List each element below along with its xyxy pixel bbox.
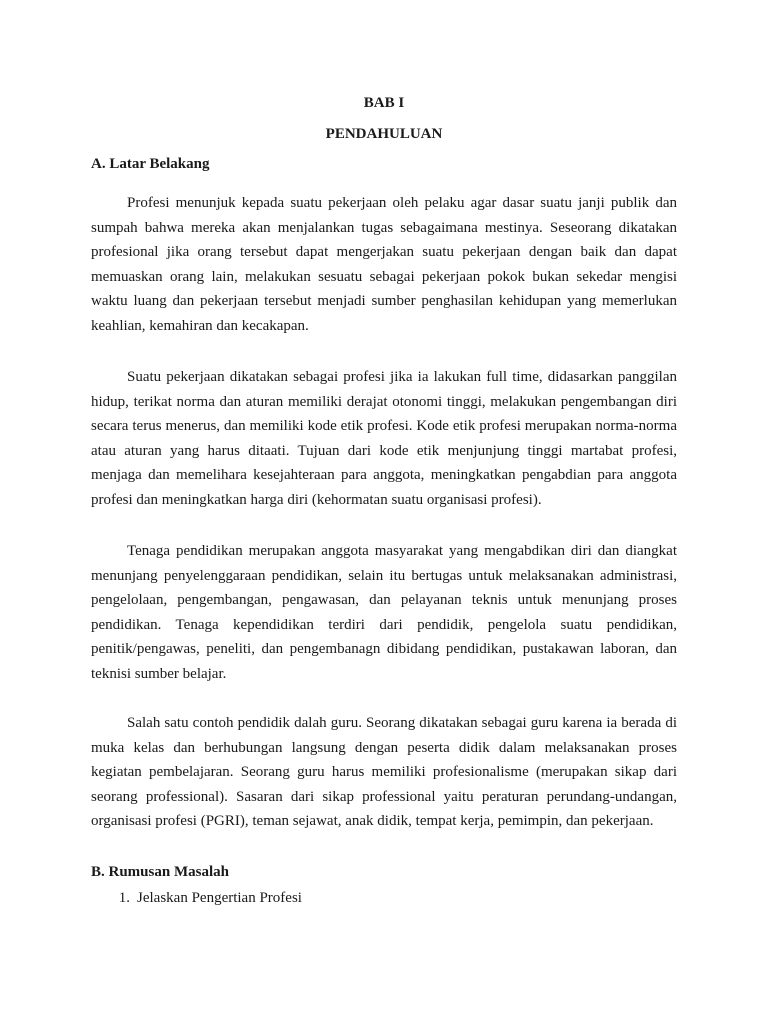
chapter-title: PENDAHULUAN [325, 126, 443, 142]
paragraph: Tenaga pendidikan merupakan anggota masyarakat yang mengabdikan diri dan diangkat menunjang penyelenggaraan pendidikan, selain itu bertugas untuk melaksanakan administrasi, pengelolaan, pengembangan, pengawasan, dan pelayanan teknis untuk menunjang proses pendidikan. Tenaga kependidikan terdiri dari pendidik, pengelola suatu pendidikan, penitik/pengawas, peneliti, dan pengembanagn dibidang pendidikan, pustakawan laboran, dan teknisi sumber belajar. [91, 543, 677, 682]
list-item [91, 888, 302, 908]
chapter-number: BAB I [363, 95, 405, 111]
problem-list [91, 888, 302, 908]
section-heading-latar-belakang: A. Latar Belakang [91, 156, 210, 172]
paragraph: Suatu pekerjaan dikatakan sebagai profesi jika ia lakukan full time, didasarkan panggilan hidup, terikat norma dan aturan memiliki derajat otonomi tinggi, melakukan pengembangan diri secara terus menerus, dan memiliki kode etik profesi. Kode etik profesi merupakan norma-norma atau aturan yang harus ditaati. Tujuan dari kode etik menjunjung tinggi martabat profesi, menjaga dan memelihara kesejahteraan para anggota, meningkatkan pengabdian para anggota profesi dan meningkatkan harga diri (kehormatan suatu organisasi profesi). [91, 369, 677, 508]
list-item-number: 1. [118, 890, 130, 906]
list-item-text: Jelaskan Pengertian Profesi [137, 890, 302, 906]
paragraph: Salah satu contoh pendidik dalah guru. Seorang dikatakan sebagai guru karena ia berada di muka kelas dan berhubungan langsung dengan peserta didik dalam melaksanakan proses kegiatan pembelajaran. Seorang guru harus memiliki profesionalisme (merupakan sikap dari seorang professional). Sasaran dari sikap professional yaitu peraturan perundang-undangan, organisasi profesi (PGRI), teman sejawat, anak didik, tempat kerja, pemimpin, dan pekerjaan. [91, 715, 677, 830]
paragraph: Profesi menunjuk kepada suatu pekerjaan oleh pelaku agar dasar suatu janji publik dan sumpah bahwa mereka akan menjalankan tugas sebagaimana mestinya. Seseorang dikatakan profesional jika orang tersebut dapat mengerjakan suatu pekerjaan dengan baik dan dapat memuaskan orang lain, melakukan sesuatu sebagai pekerjaan pokok bukan sekedar mengisi waktu luang dan pekerjaan tersebut menjadi sumber penghasilan kehidupan yang memerlukan keahlian, kemahiran dan kecakapan. [91, 195, 677, 334]
section-heading-rumusan-masalah: B. Rumusan Masalah [91, 864, 229, 880]
